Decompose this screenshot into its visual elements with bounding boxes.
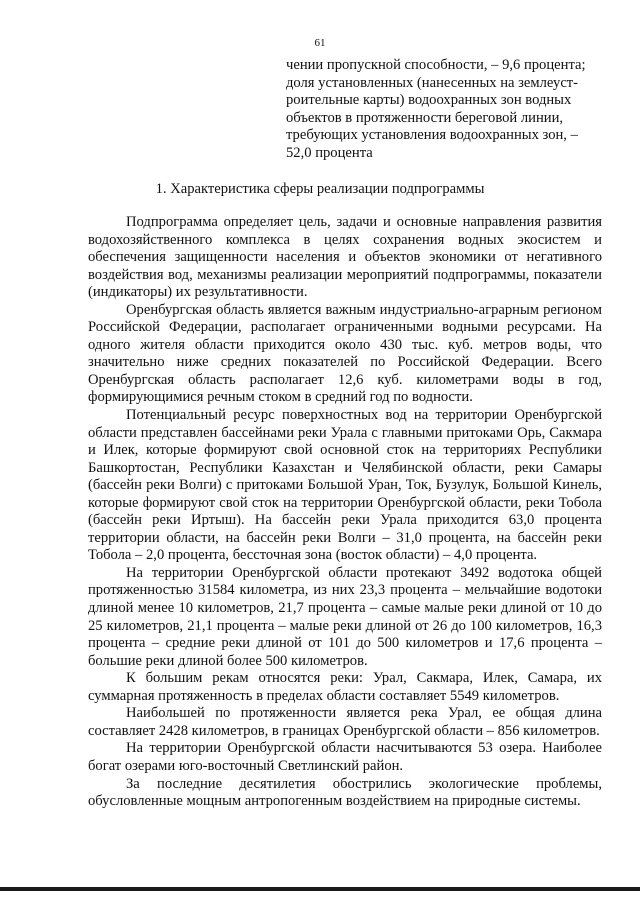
paragraph: За последние десятилетия обострились экологические проблемы, обусловленные мощным антропогенным воздействием на природные системы. [88,775,602,810]
top-block-line: роительные карты) водоохранных зон водных [286,92,572,109]
paragraph: Потенциальный ресурс поверхностных вод на территории Оренбургской области представлен бассейнами реки Урала с главными притоками Орь, Сакмара и Илек, которые формируют свой основной сток на территориях Республики Башкортостан, Республики Казахстан и Челябинской области, реки Самары (бассейн реки Волги) с притоками Большой Уран, Ток, Бузулук, Большой Кинель, которые формируют свой сток на территории Оренбургской области, реки Тобола (бассейн реки Иртыш). На бассейн реки Урала приходится 63,0 процента территории области, на бассейн реки Волги – 31,0 процента, на бассейн реки Тобола – 2,0 процента, бессточная зона (восток области) – 4,0 процента. [88,407,602,564]
bottom-rule [0,887,640,891]
body-text [88,214,602,811]
paragraph: Подпрограмма определяет цель, задачи и основные направления развития водохозяйственного комплекса в целях сохранения водных экосистем и обеспечения защищенности населения и объектов экономики от негативного воздействия вод, механизмы реализации мероприятий подпрограммы, показатели (индикаторы) их результативности. [88,214,602,301]
top-block-line: требующих установления водоохранных зон, – [286,127,578,144]
top-block-last-line: 52,0 процента [286,144,373,161]
paragraph: К большим рекам относятся реки: Урал, Сакмара, Илек, Самара, их суммарная протяженность в пределах области составляет 5549 километров. [88,670,602,704]
top-block-line: чении пропускной способности, – 9,6 процента; [286,57,586,73]
paragraph: На территории Оренбургской области насчитываются 53 озера. Наиболее богат озерами юго-восточный Светлинский район. [88,740,602,774]
paragraph: Оренбургская область является важным индустриально-аграрным регионом Российской Федерации, располагает ограниченными водными ресурсами. На одного жителя области приходится около 430 тыс. куб. метров воды, что значительно ниже средних показателей по Российской Федерации. Всего Оренбургская область располагает 12,6 куб. километрами воды в год, формирующимися речным стоком в средний год по водности. [88,301,602,406]
paragraph: Наибольшей по протяженности является река Урал, ее общая длина составляет 2428 километров, в границах Оренбургской области – 856 километров. [88,705,602,739]
page-number: 61 [314,37,326,49]
paragraph: На территории Оренбургской области протекают 3492 водотока общей протяженностью 31584 километра, из них 23,3 процента – мельчайшие водотоки длиной менее 10 километров, 21,7 процента – самые малые реки длиной от 10 до 25 километров, 21,1 процента – малые реки длиной от 26 до 100 километров, 16,3 процента – средние реки длиной от 101 до 500 километров и 17,6 процента – большие реки длиной более 500 километров. [88,564,602,669]
section-heading: 1. Характеристика сферы реализации подпрограммы [155,181,485,197]
top-block-line: доля установленных (нанесенных на землеуст- [286,74,579,91]
top-block [286,57,604,163]
top-block-line: объектов в протяженности береговой линии, [286,109,564,126]
